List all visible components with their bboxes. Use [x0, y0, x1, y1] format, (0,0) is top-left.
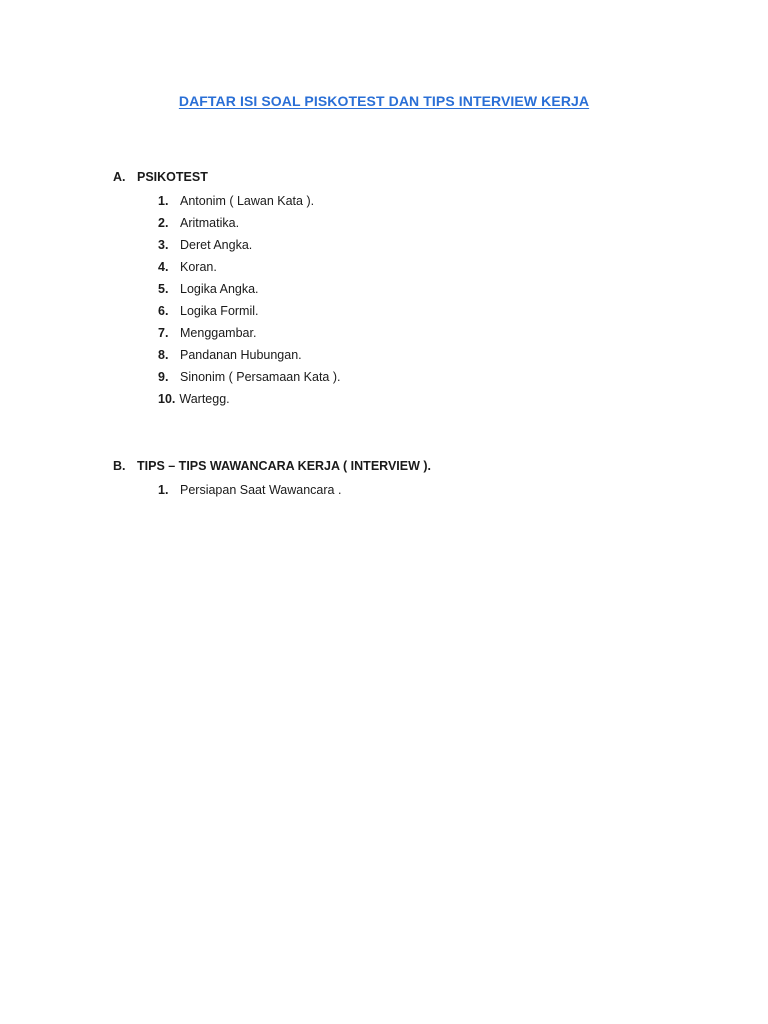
list-item — [158, 391, 341, 413]
list-item-number: 1. — [158, 483, 169, 497]
list-item — [158, 347, 341, 369]
section-b-heading — [113, 459, 431, 473]
list-item-text: Menggambar. — [180, 326, 257, 340]
section-b-title: TIPS – TIPS WAWANCARA KERJA ( INTERVIEW ). — [137, 459, 432, 473]
document-title — [0, 93, 768, 109]
list-item-number: 3. — [158, 238, 169, 252]
list-item-number: 4. — [158, 260, 169, 274]
list-item-number: 1. — [158, 194, 169, 208]
list-item-text: Deret Angka. — [180, 238, 253, 252]
section-a-letter: A. — [113, 170, 126, 184]
list-item — [158, 303, 341, 325]
list-item-text: Antonim ( Lawan Kata ). — [180, 194, 315, 208]
list-item-number: 9. — [158, 370, 169, 384]
list-item — [158, 193, 341, 215]
list-item — [158, 482, 341, 504]
interview-tips-list — [158, 482, 341, 504]
section-a-heading — [113, 170, 208, 184]
list-item — [158, 281, 341, 303]
list-item-number: 6. — [158, 304, 169, 318]
list-item — [158, 369, 341, 391]
list-item-text: Sinonim ( Persamaan Kata ). — [180, 370, 341, 384]
list-item-text: Aritmatika. — [180, 216, 240, 230]
list-item-text: Pandanan Hubungan. — [180, 348, 302, 362]
list-item-number: 8. — [158, 348, 169, 362]
list-item-text: Logika Angka. — [180, 282, 259, 296]
list-item — [158, 325, 341, 347]
list-item — [158, 259, 341, 281]
psikotest-list — [158, 193, 341, 413]
section-a-title: PSIKOTEST — [137, 170, 208, 184]
document-title-text: DAFTAR ISI SOAL PISKOTEST DAN TIPS INTERVIEW KERJA — [178, 93, 590, 109]
list-item-text: Wartegg. — [179, 392, 230, 406]
list-item — [158, 215, 341, 237]
list-item-text: Logika Formil. — [180, 304, 259, 318]
list-item-number: 2. — [158, 216, 169, 230]
list-item — [158, 237, 341, 259]
list-item-text: Persiapan Saat Wawancara . — [180, 483, 342, 497]
list-item-number: 5. — [158, 282, 169, 296]
list-item-number: 10. — [158, 392, 176, 406]
list-item-number: 7. — [158, 326, 169, 340]
list-item-text: Koran. — [180, 260, 217, 274]
section-b-letter: B. — [113, 459, 126, 473]
